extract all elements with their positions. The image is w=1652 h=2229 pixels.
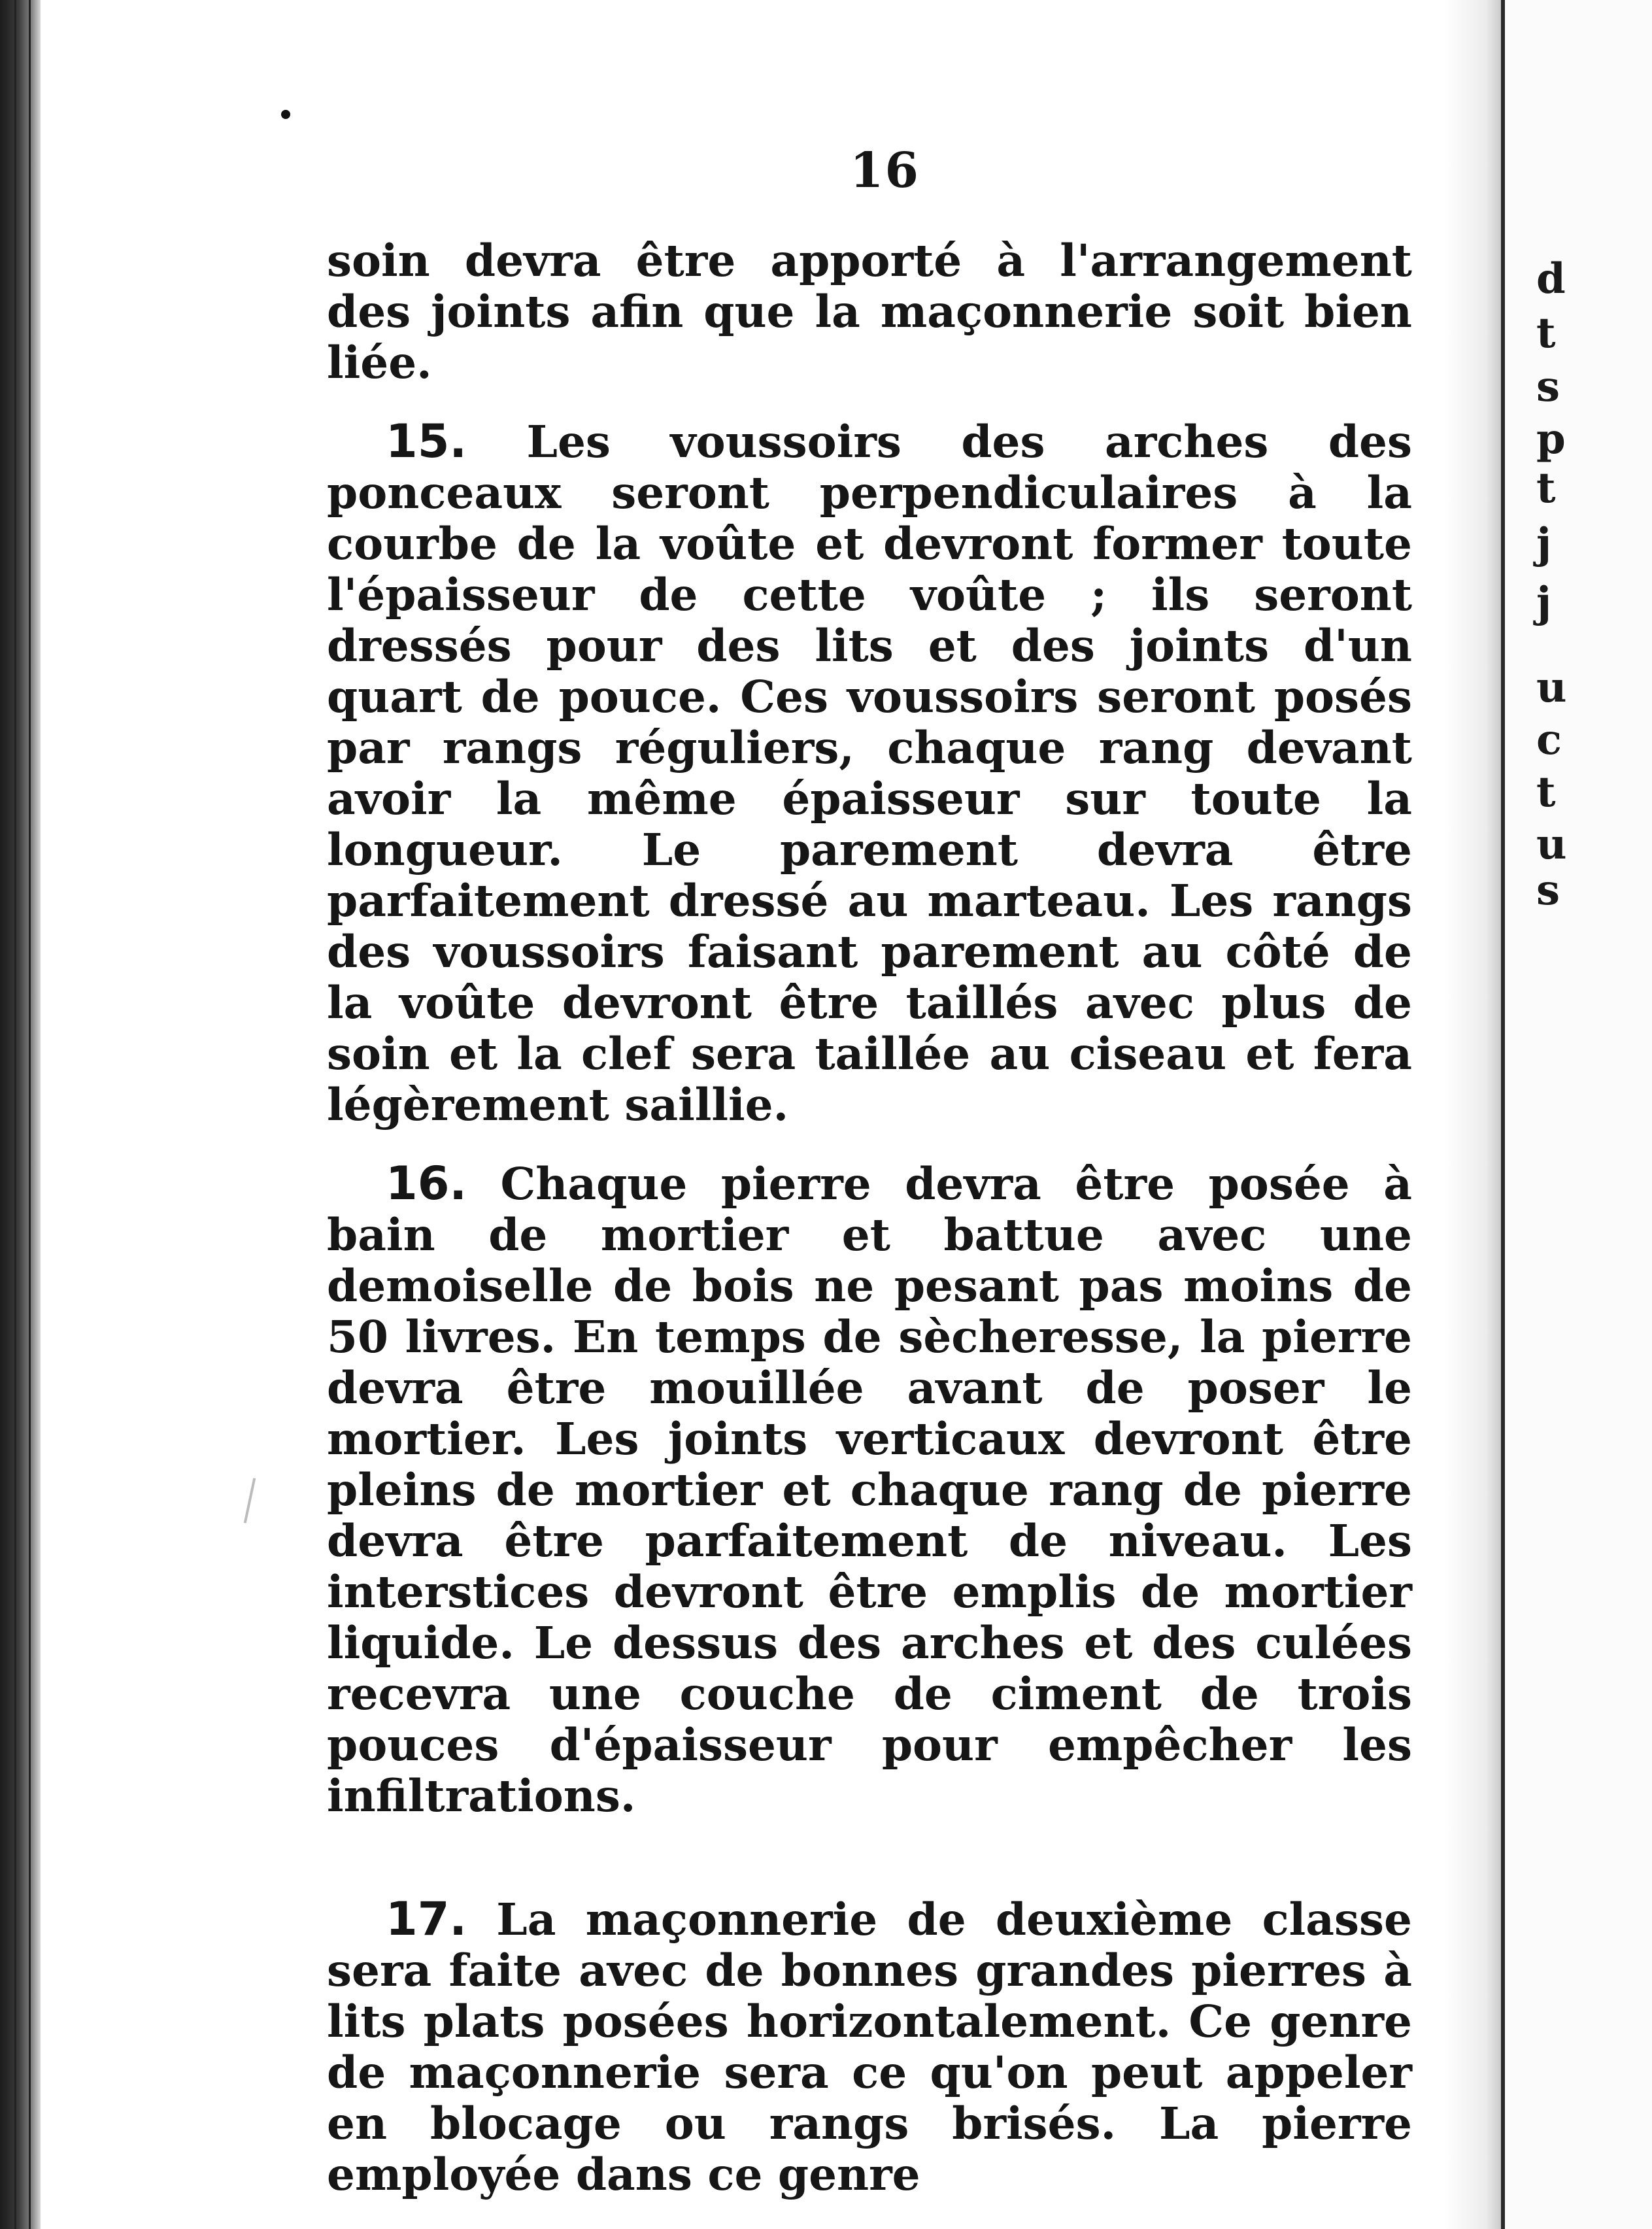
facing-page-fragment: j [1536,578,1552,627]
binding-gutter [0,0,41,2229]
facing-page-fragment: u [1536,820,1567,869]
paragraph-text: Les voussoirs des arches des ponceaux seront perpendiculaires à la courbe de la voûte et devront former toute l'épaisseur de cette voûte ; ils seront dressés pour des lits et des joints d'un quart de pouce. Ces voussoirs seront posés par rangs réguliers, chaque rang devant avoir la même épaisseur sur toute la longueur. Le parement devra être parfaitement dressé au marteau. Les rangs des voussoirs faisant parement au côté de la voûte devront être taillés avec plus de soin et la clef sera taillée au ciseau et fera légèrement saillie. [327,416,1412,1131]
page-number: 16 [850,143,920,199]
fold-shadow [1445,0,1504,2229]
article-number: 17. [386,1892,467,1946]
facing-page-fragment: p [1536,415,1566,464]
article-16 [327,1158,1412,1822]
binding-line [29,0,31,2229]
paragraph-text: La maçonnerie de deuxième classe sera faite avec de bonnes grandes pierres à lits plats posées horizontalement. Ce genre de maçonnerie sera ce qu'on peut appeler en blocage ou rangs brisés. La pierre employée dans ce genre [327,1894,1412,2200]
facing-page-fragment: t [1536,768,1556,817]
binding-line [14,0,16,2229]
article-17 [327,1894,1412,2200]
facing-page-fragment: s [1536,866,1560,915]
paragraph-continued [327,235,1412,388]
ink-dot [281,110,290,119]
facing-page-edge [1505,0,1652,2229]
facing-page-fragment: j [1536,519,1552,568]
body-text [327,235,1412,2200]
facing-page-fragment: c [1536,715,1562,764]
margin-mark [244,1478,256,1523]
paragraph-text: soin devra être apporté à l'arrangement des joints afin que la maçonnerie soit bien liée. [327,235,1412,388]
paragraph-text: Chaque pierre devra être posée à bain de mortier et battue avec une demoiselle de bois ne pesant pas moins de 50 livres. En temps de sècheresse, la pierre devra être mouillée avant de poser le mortier. Les joints verticaux devront être pleins de mortier et chaque rang de pierre devra être parfaitement de niveau. Les interstices devront être emplis de mortier liquide. Le dessus des arches et des culées recevra une couche de ciment de trois pouces d'épaisseur pour empêcher les infiltrations. [327,1158,1412,1822]
article-number: 16. [386,1157,467,1210]
facing-page-fragment: d [1536,254,1566,303]
facing-page-fragment: u [1536,663,1567,712]
facing-page-fragment: t [1536,309,1556,358]
article-15 [327,416,1412,1131]
facing-page-fragment: s [1536,362,1560,411]
article-number: 15. [386,415,467,468]
facing-page-fragment: t [1536,464,1556,513]
